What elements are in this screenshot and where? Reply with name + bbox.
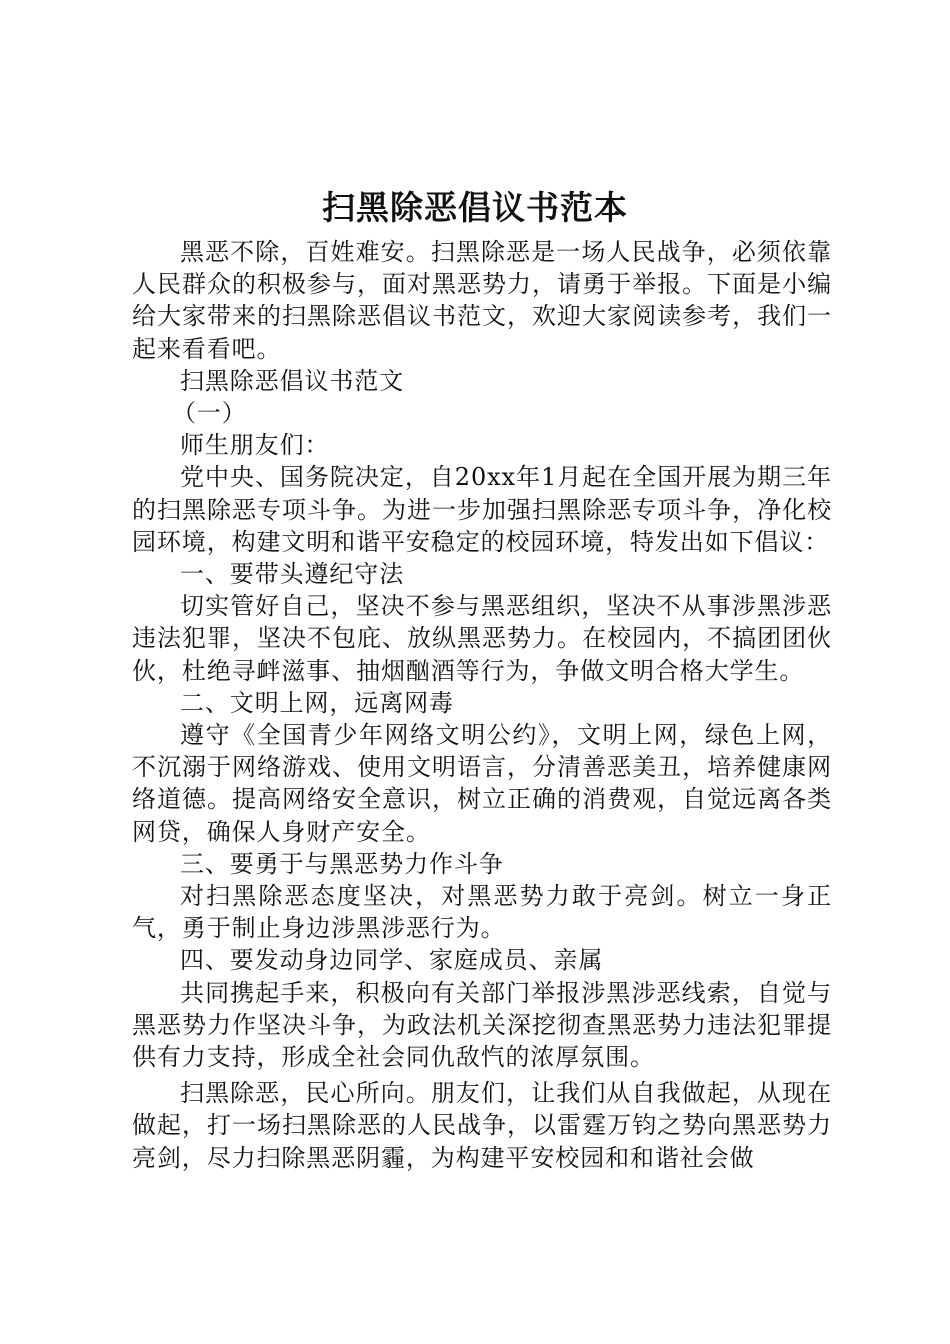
paragraph-decision: 党中央、国务院决定，自20xx年1月起在全国开展为期三年的扫黑除恶专项斗争。为进一步加强扫黑除恶专项斗争，净化校园环境，构建文明和谐平安稳定的校园环境，特发出如下倡议： <box>132 463 832 556</box>
paragraph-heading-1: 一、要带头遵纪守法 <box>180 560 405 589</box>
paragraph-intro: 黑恶不除，百姓难安。扫黑除恶是一场人民战争，必须依靠人民群众的积极参与，面对黑恶势力，请勇于举报。下面是小编给大家带来的扫黑除恶倡议书范文，欢迎大家阅读参考，我们一起来看看吧。 <box>132 238 832 363</box>
paragraph-body-1: 切实管好自己，坚决不参与黑恶组织，坚决不从事涉黑涉恶违法犯罪，坚决不包庇、放纵黑恶势力。在校园内，不搞团团伙伙，杜绝寻衅滋事、抽烟酗酒等行为，争做文明合格大学生。 <box>132 592 832 685</box>
document-body <box>132 236 832 1174</box>
paragraph-section-number: （一） <box>172 399 247 428</box>
paragraph-heading-sample: 扫黑除恶倡议书范文 <box>180 366 405 395</box>
paragraph-heading-3: 三、要勇于与黑恶势力作斗争 <box>180 849 504 878</box>
paragraph-heading-2: 二、文明上网，远离网毒 <box>180 688 454 717</box>
document-title: 扫黑除恶倡议书范本 <box>322 188 628 227</box>
paragraph-closing: 扫黑除恶，民心所向。朋友们，让我们从自我做起，从现在做起，打一场扫黑除恶的人民战争，以雷霆万钧之势向黑恶势力亮剑，尽力扫除黑恶阴霾，为构建平安校园和和谐社会做 <box>132 1079 832 1172</box>
paragraph-salutation: 师生朋友们： <box>180 431 330 460</box>
paragraph-body-3: 对扫黑除恶态度坚决，对黑恶势力敢于亮剑。树立一身正气，勇于制止身边涉黑涉恶行为。 <box>132 882 832 943</box>
paragraph-body-4: 共同携起手来，积极向有关部门举报涉黑涉恶线索，自觉与黑恶势力作坚决斗争，为政法机关深挖彻查黑恶势力违法犯罪提供有力支持，形成全社会同仇敌忾的浓厚氛围。 <box>132 978 832 1072</box>
paragraph-heading-4: 四、要发动身边同学、家庭成员、亲属 <box>180 946 604 975</box>
paragraph-body-2: 遵守《全国青少年网络文明公约》，文明上网，绿色上网，不沉溺于网络游戏、使用文明语言，分清善恶美丑，培养健康网络道德。提高网络安全意识，树立正确的消费观，自觉远离各类网贷，确保人身财产安全。 <box>132 721 832 846</box>
